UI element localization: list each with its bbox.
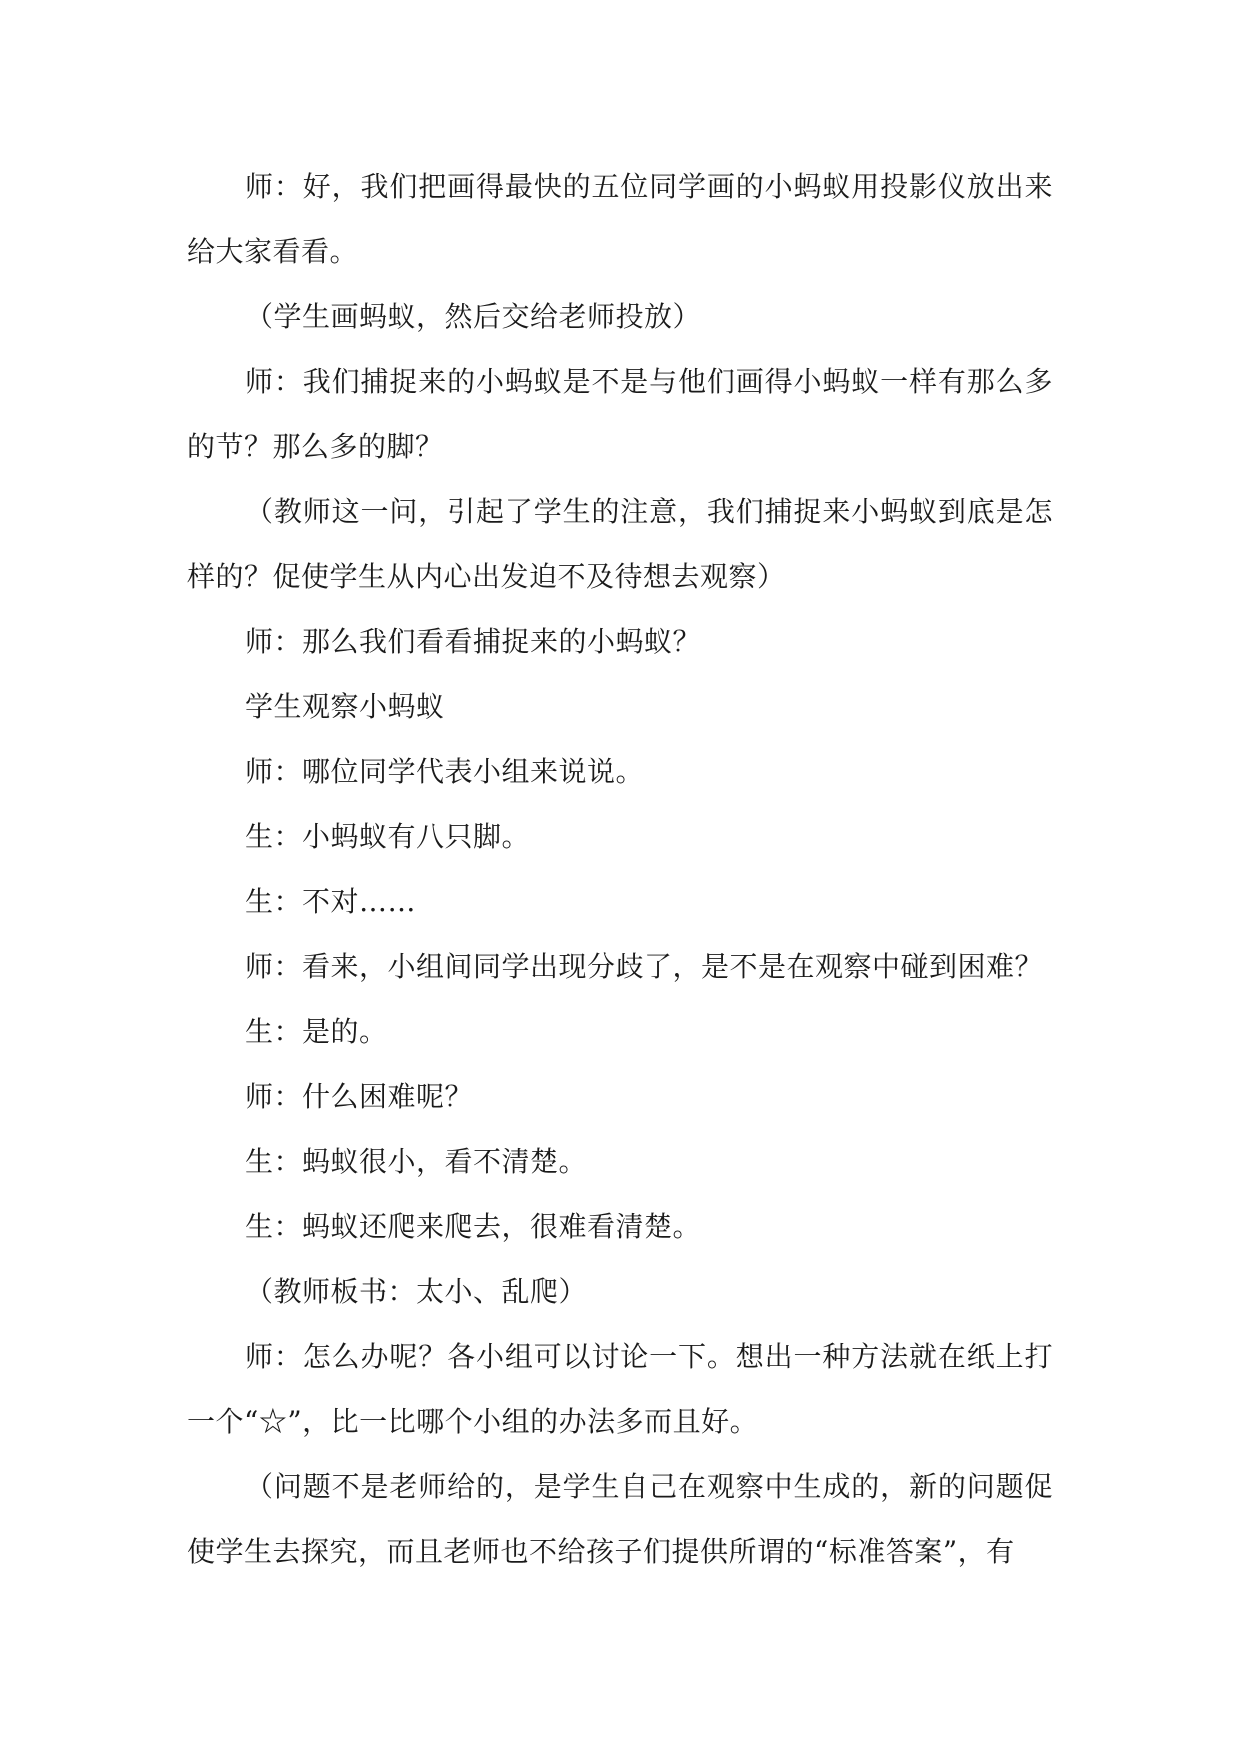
paragraph-7: 师：哪位同学代表小组来说说。 — [245, 755, 645, 788]
paragraph-13: 生：蚂蚁很小，看不清楚。 — [245, 1145, 588, 1178]
paragraph-9: 生：不对…… — [245, 885, 417, 918]
paragraph-15: （教师板书：太小、乱爬） — [245, 1275, 588, 1308]
paragraph-4: （教师这一问，引起了学生的注意，我们捕捉来小蚂蚁到底是怎样的？促使学生从内心出发迫不及待想去观察） — [187, 495, 1053, 593]
paragraph-2: （学生画蚂蚁，然后交给老师投放） — [245, 300, 702, 333]
paragraph-11: 生：是的。 — [245, 1015, 388, 1048]
paragraph-17: （问题不是老师给的，是学生自己在观察中生成的，新的问题促使学生去探究，而且老师也不给孩子们提供所谓的“标准答案”，有 — [187, 1470, 1053, 1568]
paragraph-14: 生：蚂蚁还爬来爬去，很难看清楚。 — [245, 1210, 702, 1243]
paragraph-1: 师：好，我们把画得最快的五位同学画的小蚂蚁用投影仪放出来给大家看看。 — [187, 170, 1053, 268]
document-body — [187, 154, 1053, 1584]
paragraph-5: 师：那么我们看看捕捉来的小蚂蚁？ — [245, 625, 702, 658]
paragraph-12: 师：什么困难呢？ — [245, 1080, 474, 1113]
paragraph-8: 生：小蚂蚁有八只脚。 — [245, 820, 531, 853]
paragraph-6: 学生观察小蚂蚁 — [245, 690, 445, 723]
paragraph-3: 师：我们捕捉来的小蚂蚁是不是与他们画得小蚂蚁一样有那么多的节？那么多的脚？ — [187, 365, 1053, 463]
paragraph-10: 师：看来，小组间同学出现分歧了，是不是在观察中碰到困难？ — [245, 950, 1044, 983]
paragraph-16: 师：怎么办呢？各小组可以讨论一下。想出一种方法就在纸上打一个“☆”，比一比哪个小组的办法多而且好。 — [187, 1340, 1053, 1438]
